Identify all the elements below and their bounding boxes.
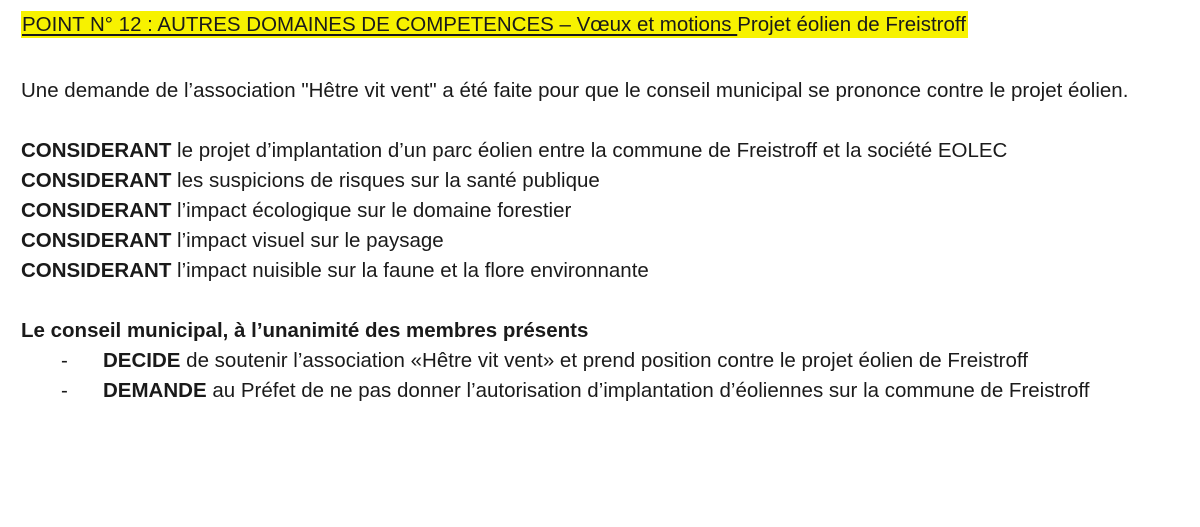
considerant-text: les suspicions de risques sur la santé publique — [171, 169, 600, 192]
council-decision-block — [21, 316, 1181, 406]
considerant-text: le projet d’implantation d’un parc éolien entre la commune de Freistroff et la société EOLEC — [171, 139, 1008, 162]
considerant-keyword: CONSIDERANT — [21, 139, 172, 162]
agenda-item-subject: Projet éolien de Freistroff — [737, 13, 966, 36]
considerants-block — [21, 136, 1181, 286]
considerant-text: l’impact nuisible sur la faune et la flore environnante — [171, 259, 649, 282]
dash-bullet: - — [61, 379, 68, 402]
decision-keyword: DECIDE — [103, 349, 181, 372]
considerant-keyword: CONSIDERANT — [21, 199, 172, 222]
decision-item — [21, 376, 1181, 406]
agenda-item-heading — [21, 11, 968, 38]
considerant-line — [21, 196, 1181, 226]
considerant-text: l’impact visuel sur le paysage — [171, 229, 444, 252]
considerant-line — [21, 166, 1181, 196]
considerant-line — [21, 256, 1181, 286]
intro-paragraph: Une demande de l’association "Hêtre vit vent" a été faite pour que le conseil municipal se prononce contre le projet éolien. — [21, 79, 1129, 102]
decision-keyword: DEMANDE — [103, 379, 207, 402]
agenda-item-title: POINT N° 12 : AUTRES DOMAINES DE COMPETENCES – Vœux et motions — [22, 13, 738, 36]
dash-bullet: - — [61, 349, 68, 372]
decision-item — [21, 346, 1181, 376]
considerant-line — [21, 226, 1181, 256]
considerant-keyword: CONSIDERANT — [21, 259, 172, 282]
decision-text: au Préfet de ne pas donner l’autorisation d’implantation d’éoliennes sur la commune de Freistroff — [206, 379, 1090, 402]
decision-list — [21, 346, 1181, 406]
council-statement: Le conseil municipal, à l’unanimité des membres présents — [21, 319, 589, 342]
considerant-text: l’impact écologique sur le domaine forestier — [171, 199, 572, 222]
considerant-line — [21, 136, 1181, 166]
considerant-keyword: CONSIDERANT — [21, 169, 172, 192]
decision-text: de soutenir l’association «Hêtre vit vent» et prend position contre le projet éolien de Freistroff — [180, 349, 1028, 372]
document-page — [21, 10, 1181, 406]
considerant-keyword: CONSIDERANT — [21, 229, 172, 252]
